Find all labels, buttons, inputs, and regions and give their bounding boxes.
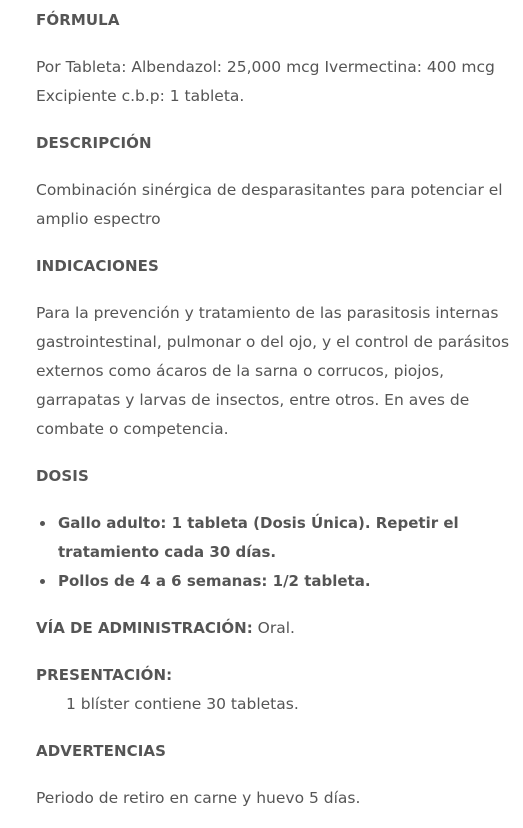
spacer: [36, 111, 516, 129]
formula-line-2: Excipiente c.b.p: 1 tableta.: [36, 87, 245, 105]
list-item: Pollos de 4 a 6 semanas: 1/2 tableta.: [58, 567, 516, 596]
spacer: [36, 281, 516, 299]
dosage-list: [36, 509, 516, 596]
spacer: [36, 234, 516, 252]
formula-line-1: Por Tableta: Albendazol: 25,000 mcg Ivermectina: 400 mcg: [36, 58, 495, 76]
spacer: [36, 158, 516, 176]
warnings-text: Periodo de retiro en carne y huevo 5 días.: [36, 789, 361, 807]
spacer: [36, 596, 516, 614]
indications-heading: INDICACIONES: [36, 257, 159, 275]
product-details: [36, 6, 516, 813]
administration-heading: VÍA DE ADMINISTRACIÓN:: [36, 619, 253, 637]
formula-heading: FÓRMULA: [36, 11, 120, 29]
administration-value: Oral.: [252, 619, 295, 637]
list-item: Gallo adulto: 1 tableta (Dosis Única). Repetir el tratamiento cada 30 días.: [58, 509, 516, 567]
spacer: [36, 491, 516, 509]
spacer: [36, 35, 516, 53]
administration-row: [36, 614, 516, 643]
indications-text: Para la prevención y tratamiento de las parasitosis internas gastrointestinal, pulmonar o del ojo, y el control de parásitos externos como ácaros de la sarna o corrucos, piojos, garrapatas y larvas de insectos, entre otros. En aves de combate o competencia.: [36, 304, 510, 438]
description-heading: DESCRIPCIÓN: [36, 134, 152, 152]
presentation-text: 1 blíster contiene 30 tabletas.: [66, 695, 299, 713]
dosage-heading: DOSIS: [36, 467, 89, 485]
spacer: [36, 766, 516, 784]
warnings-heading: ADVERTENCIAS: [36, 742, 167, 760]
spacer: [36, 719, 516, 737]
presentation-heading: PRESENTACIÓN:: [36, 666, 173, 684]
spacer: [36, 643, 516, 661]
spacer: [36, 444, 516, 462]
description-text: Combinación sinérgica de desparasitantes para potenciar el amplio espectro: [36, 181, 503, 228]
